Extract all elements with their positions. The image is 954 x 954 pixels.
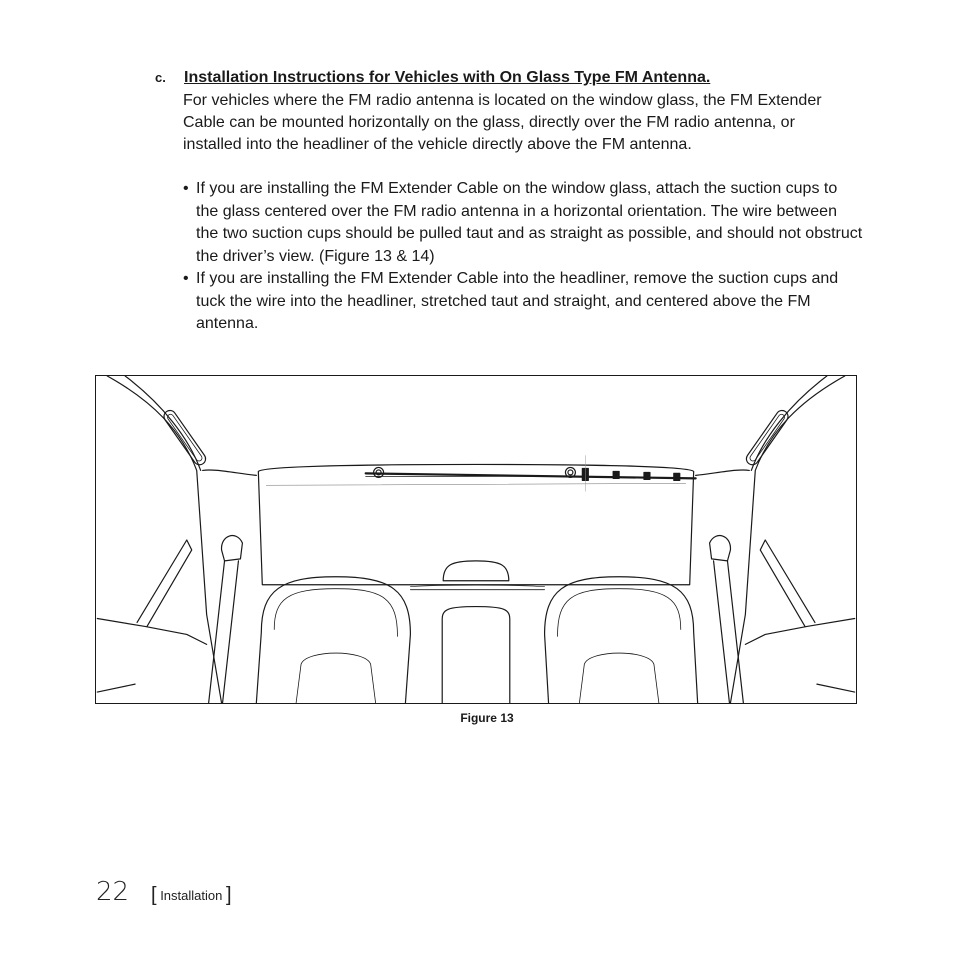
- heading-letter: c.: [155, 70, 166, 85]
- section-heading: [155, 68, 855, 88]
- list-item: [183, 178, 863, 268]
- intro-paragraph: For vehicles where the FM radio antenna is located on the window glass, the FM Extender Cable can be mounted horizontally on the glass, directly over the FM radio antenna, or installed into the headliner of the vehicle directly above the FM antenna.: [183, 92, 822, 153]
- bullet-icon: •: [183, 270, 189, 287]
- right-pillar-inner: [751, 376, 827, 470]
- left-pillar-inner: [125, 376, 201, 470]
- section-label: [151, 883, 232, 906]
- figure-caption: Figure 13: [460, 711, 514, 725]
- right-pillar: [730, 376, 844, 703]
- right-seat: [545, 577, 698, 703]
- list-item-text: If you are installing the FM Extender Cable on the window glass, attach the suction cups to the glass centered over the FM radio antenna in a horizontal orientation. The wire between the two suction cups should be pulled taut and as straight as possible, and should not obstruct the driver’s view. (Figure 13 & 14): [196, 180, 863, 265]
- fm-extender-cable: [366, 456, 696, 492]
- figure-13-illustration: [95, 375, 857, 704]
- left-pillar: [107, 376, 221, 703]
- left-seat-belt: [209, 536, 243, 703]
- bullet-icon: •: [183, 180, 189, 197]
- bracket-open: [: [151, 884, 157, 906]
- section-name: Installation: [160, 888, 223, 903]
- instruction-list: [183, 178, 863, 336]
- bracket-close: ]: [225, 884, 232, 906]
- list-item: [183, 268, 863, 336]
- left-seat: [256, 577, 410, 703]
- page-number: 22: [96, 877, 130, 907]
- rear-headrest: [443, 561, 509, 581]
- right-door-panel: [745, 619, 854, 645]
- rear-window: [258, 464, 693, 584]
- right-seat-belt: [710, 536, 744, 703]
- center-console: [442, 607, 510, 703]
- heading-title: Installation Instructions for Vehicles with On Glass Type FM Antenna.: [184, 69, 711, 86]
- left-door-panel: [97, 619, 206, 645]
- list-item-text: If you are installing the FM Extender Cable into the headliner, remove the suction cups and tuck the wire into the headliner, stretched taut and straight, and centered above the FM antenna.: [196, 270, 839, 332]
